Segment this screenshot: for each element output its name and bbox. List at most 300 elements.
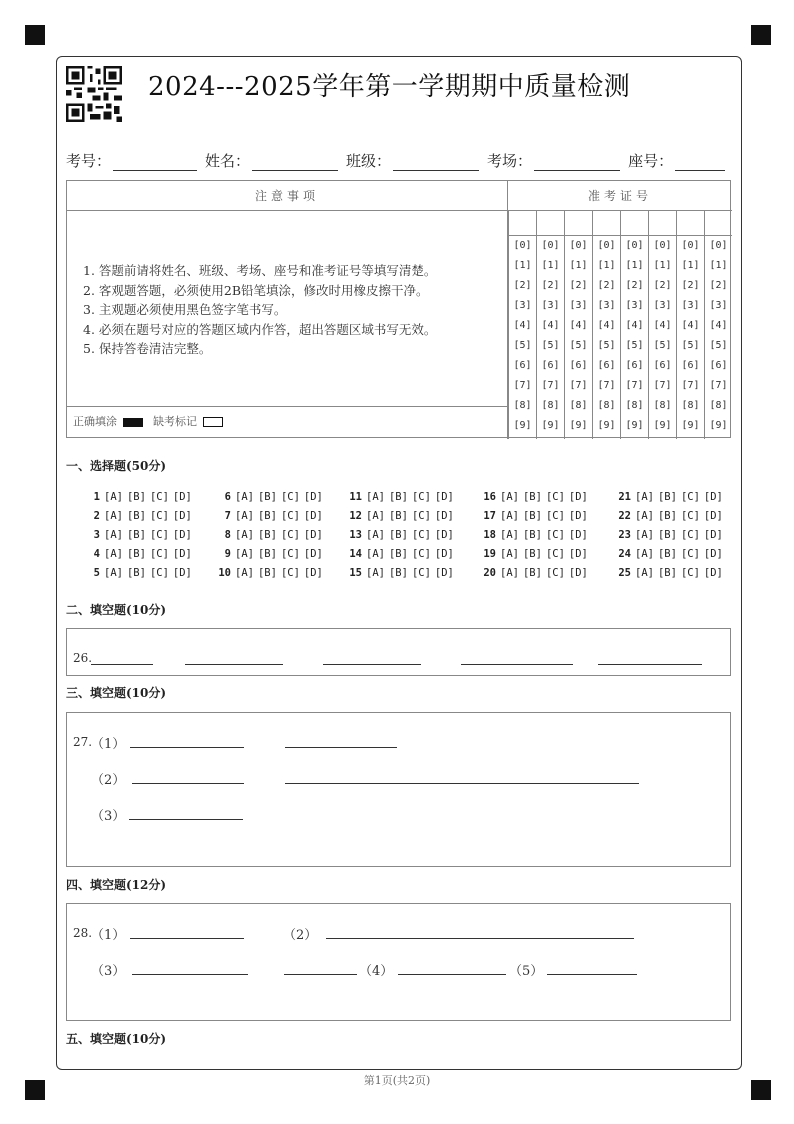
- q27-part-3-label: （3）: [91, 809, 126, 824]
- choice-bubble[interactable]: [D]: [303, 510, 323, 522]
- fill-legend: [67, 407, 508, 439]
- q27-number: 27.: [73, 735, 93, 749]
- exam-id-bubble[interactable]: [5]: [625, 340, 644, 351]
- choice-bubble[interactable]: [C]: [411, 510, 431, 522]
- choice-bubble[interactable]: [A]: [500, 510, 519, 522]
- exam-number-field[interactable]: [113, 154, 197, 171]
- exam-id-bubble[interactable]: [3]: [513, 300, 532, 311]
- exam-id-bubble[interactable]: [2]: [569, 280, 588, 291]
- choice-bubble[interactable]: [C]: [680, 491, 700, 503]
- exam-id-bubble[interactable]: [5]: [709, 340, 728, 351]
- exam-id-bubble[interactable]: [9]: [653, 420, 672, 431]
- notice-and-id-box: [66, 180, 731, 438]
- q28-3-blank-1[interactable]: [132, 974, 248, 975]
- choice-question-row: [215, 548, 327, 560]
- exam-id-digit-write-cell[interactable]: [565, 211, 592, 236]
- choice-question-number: 4: [93, 548, 100, 560]
- choice-bubble[interactable]: [D]: [303, 548, 323, 560]
- q26-answer-box: [66, 628, 731, 676]
- exam-id-bubble[interactable]: [4]: [681, 320, 700, 331]
- choice-bubble[interactable]: [D]: [434, 510, 454, 522]
- exam-id-bubble[interactable]: [7]: [513, 380, 532, 391]
- exam-id-bubble[interactable]: [7]: [681, 380, 700, 391]
- choice-bubble[interactable]: [C]: [411, 529, 431, 541]
- exam-id-bubble[interactable]: [1]: [681, 260, 700, 271]
- choice-bubble[interactable]: [B]: [657, 567, 677, 579]
- exam-id-bubble[interactable]: [1]: [625, 260, 644, 271]
- choice-bubble[interactable]: [C]: [280, 548, 300, 560]
- exam-id-bubble[interactable]: [9]: [597, 420, 616, 431]
- choice-question-row: [615, 567, 727, 579]
- exam-id-column: [620, 211, 648, 439]
- q27-2-blank-2[interactable]: [285, 783, 639, 784]
- class-label: 班级：: [346, 152, 392, 170]
- q28-1-blank[interactable]: [130, 938, 244, 939]
- choice-bubble[interactable]: [A]: [104, 567, 123, 579]
- exam-id-bubble[interactable]: [3]: [709, 300, 728, 311]
- choice-question-row: [480, 567, 592, 579]
- exam-id-bubble[interactable]: [7]: [569, 380, 588, 391]
- choice-bubble[interactable]: [B]: [126, 510, 146, 522]
- choice-question-number: 2: [93, 510, 100, 522]
- exam-id-bubble[interactable]: [6]: [569, 360, 588, 371]
- choice-bubble[interactable]: [D]: [303, 567, 323, 579]
- choice-bubble[interactable]: [C]: [280, 529, 300, 541]
- choice-bubble[interactable]: [D]: [303, 529, 323, 541]
- exam-id-bubble[interactable]: [7]: [653, 380, 672, 391]
- exam-id-bubble[interactable]: [2]: [709, 280, 728, 291]
- exam-id-bubble[interactable]: [5]: [681, 340, 700, 351]
- exam-id-digit-write-cell[interactable]: [705, 211, 732, 236]
- exam-id-bubble[interactable]: [3]: [653, 300, 672, 311]
- exam-id-bubble[interactable]: [0]: [709, 240, 728, 251]
- q28-number: 28.: [73, 926, 93, 940]
- exam-id-bubble[interactable]: [5]: [541, 340, 560, 351]
- choice-bubble[interactable]: [B]: [388, 548, 408, 560]
- exam-id-bubble[interactable]: [6]: [513, 360, 532, 371]
- choice-bubble[interactable]: [C]: [149, 491, 169, 503]
- absent-label: 缺考标记: [153, 415, 197, 428]
- choice-bubble[interactable]: [B]: [522, 510, 542, 522]
- q27-part-1-label: （1）: [91, 737, 126, 752]
- exam-id-bubble[interactable]: [6]: [597, 360, 616, 371]
- q27-3-blank-1[interactable]: [129, 819, 243, 820]
- exam-id-bubble[interactable]: [4]: [625, 320, 644, 331]
- choice-bubble[interactable]: [C]: [149, 529, 169, 541]
- choice-bubble[interactable]: [D]: [703, 510, 723, 522]
- choice-question-row: [215, 491, 327, 503]
- q28-3-blank-2[interactable]: [284, 974, 357, 975]
- choice-bubble[interactable]: [B]: [388, 529, 408, 541]
- choice-bubble[interactable]: [A]: [635, 529, 654, 541]
- q26-blank-3[interactable]: [323, 664, 421, 665]
- exam-id-bubble[interactable]: [4]: [541, 320, 560, 331]
- choice-bubble[interactable]: [C]: [280, 510, 300, 522]
- section-4-title: 四、填空题(12分): [66, 878, 167, 892]
- choice-bubble[interactable]: [B]: [257, 548, 277, 560]
- choice-bubble[interactable]: [D]: [568, 529, 588, 541]
- choice-bubble[interactable]: [D]: [172, 491, 192, 503]
- exam-id-bubble[interactable]: [1]: [709, 260, 728, 271]
- choice-bubble[interactable]: [A]: [366, 510, 385, 522]
- choice-bubble[interactable]: [C]: [411, 491, 431, 503]
- choice-bubble[interactable]: [D]: [703, 529, 723, 541]
- exam-id-bubble[interactable]: [9]: [569, 420, 588, 431]
- class-field[interactable]: [393, 154, 479, 171]
- choice-question-number: 22: [618, 510, 631, 522]
- choice-question-row: [346, 529, 458, 541]
- q28-part-5-label: （5）: [509, 964, 544, 979]
- choice-bubble[interactable]: [A]: [500, 548, 519, 560]
- choice-question-row: [346, 548, 458, 560]
- exam-id-column: [508, 211, 536, 439]
- choice-bubble[interactable]: [D]: [172, 567, 192, 579]
- choice-bubble[interactable]: [B]: [126, 491, 146, 503]
- choice-question-row: [615, 491, 727, 503]
- choice-bubble[interactable]: [A]: [635, 510, 654, 522]
- choice-bubble[interactable]: [A]: [366, 567, 385, 579]
- choice-bubble[interactable]: [B]: [388, 510, 408, 522]
- q26-blank-2[interactable]: [185, 664, 283, 665]
- exam-id-digit-write-cell[interactable]: [649, 211, 676, 236]
- choice-bubble[interactable]: [A]: [104, 510, 123, 522]
- choice-bubble[interactable]: [A]: [235, 491, 254, 503]
- notice-item: 5. 保持答卷清洁完整。: [83, 341, 212, 356]
- choice-bubble[interactable]: [D]: [434, 529, 454, 541]
- choice-bubble[interactable]: [B]: [657, 510, 677, 522]
- choice-bubble[interactable]: [B]: [657, 548, 677, 560]
- exam-id-bubble[interactable]: [0]: [513, 240, 532, 251]
- choice-bubble[interactable]: [C]: [545, 548, 565, 560]
- exam-id-bubble[interactable]: [5]: [597, 340, 616, 351]
- choice-question-number: 18: [483, 529, 496, 541]
- exam-id-column: [704, 211, 732, 439]
- choice-question-row: [84, 548, 196, 560]
- notice-item: 2. 客观题答题，必须使用2B铅笔填涂，修改时用橡皮擦干净。: [83, 282, 429, 298]
- choice-bubble[interactable]: [C]: [680, 548, 700, 560]
- exam-id-bubble[interactable]: [7]: [597, 380, 616, 391]
- choice-bubble[interactable]: [A]: [235, 548, 254, 560]
- choice-bubble[interactable]: [A]: [500, 567, 519, 579]
- q28-answer-box: [66, 903, 731, 1021]
- exam-id-bubble[interactable]: [8]: [513, 400, 532, 411]
- exam-id-bubble[interactable]: [4]: [709, 320, 728, 331]
- exam-id-bubble[interactable]: [6]: [625, 360, 644, 371]
- exam-id-bubble[interactable]: [1]: [597, 260, 616, 271]
- exam-id-bubble[interactable]: [4]: [597, 320, 616, 331]
- choice-bubble[interactable]: [B]: [522, 529, 542, 541]
- qr-code-icon: [66, 66, 122, 122]
- choice-bubble[interactable]: [A]: [104, 529, 123, 541]
- choice-bubble[interactable]: [B]: [522, 548, 542, 560]
- exam-id-bubble[interactable]: [8]: [541, 400, 560, 411]
- notice-item: 4. 必须在题号对应的答题区域内作答，超出答题区域书写无效。: [83, 321, 437, 337]
- exam-id-digit-write-cell[interactable]: [621, 211, 648, 236]
- q28-5-blank[interactable]: [547, 974, 637, 975]
- exam-id-bubble[interactable]: [1]: [653, 260, 672, 271]
- choice-question-row: [84, 491, 196, 503]
- name-label: 姓名：: [205, 152, 251, 170]
- choice-question-number: 1: [93, 491, 100, 503]
- choice-bubble[interactable]: [B]: [257, 529, 277, 541]
- choice-bubble[interactable]: [B]: [126, 529, 146, 541]
- choice-question-number: 10: [218, 567, 231, 579]
- exam-id-heading: 准考证号: [508, 181, 732, 211]
- exam-id-bubble[interactable]: [9]: [513, 420, 532, 431]
- choice-question-row: [480, 529, 592, 541]
- exam-id-bubble[interactable]: [5]: [513, 340, 532, 351]
- choice-question-number: 16: [483, 491, 496, 503]
- exam-id-bubble[interactable]: [3]: [541, 300, 560, 311]
- choice-bubble[interactable]: [C]: [545, 567, 565, 579]
- notice-item: 1. 答题前请将姓名、班级、考场、座号和准考证号等填写清楚。: [83, 263, 437, 278]
- corner-mark-top-right: [751, 25, 771, 45]
- exam-id-bubble[interactable]: [9]: [709, 420, 728, 431]
- choice-bubble[interactable]: [D]: [434, 491, 454, 503]
- choice-question-row: [480, 510, 592, 522]
- exam-id-bubble[interactable]: [8]: [597, 400, 616, 411]
- exam-id-bubble[interactable]: [1]: [569, 260, 588, 271]
- exam-id-bubble[interactable]: [2]: [513, 280, 532, 291]
- q26-blank-4[interactable]: [461, 664, 573, 665]
- exam-id-bubble[interactable]: [9]: [625, 420, 644, 431]
- choice-bubble[interactable]: [B]: [657, 491, 677, 503]
- exam-id-bubble[interactable]: [8]: [569, 400, 588, 411]
- choice-bubble[interactable]: [A]: [104, 548, 123, 560]
- notice-list: [83, 261, 436, 359]
- exam-id-bubble[interactable]: [7]: [709, 380, 728, 391]
- section-2-title: 二、填空题(10分): [66, 603, 167, 617]
- choice-question-number: 12: [349, 510, 362, 522]
- exam-id-bubble[interactable]: [2]: [625, 280, 644, 291]
- choice-question-number: 25: [618, 567, 631, 579]
- exam-id-bubble[interactable]: [9]: [541, 420, 560, 431]
- exam-room-label: 考场：: [487, 152, 533, 170]
- choice-bubble[interactable]: [A]: [635, 548, 654, 560]
- q28-4-blank[interactable]: [398, 974, 506, 975]
- choice-question-number: 5: [93, 567, 100, 579]
- exam-id-bubble[interactable]: [8]: [709, 400, 728, 411]
- q27-2-blank-1[interactable]: [132, 783, 244, 784]
- q28-part-2-label: （2）: [283, 928, 318, 943]
- choice-bubble[interactable]: [D]: [568, 567, 588, 579]
- page-title: 2024---2025学年第一学期期中质量检测: [148, 72, 631, 102]
- exam-id-digit-write-cell[interactable]: [537, 211, 564, 236]
- exam-id-column: [564, 211, 592, 439]
- choice-question-number: 11: [349, 491, 362, 503]
- exam-id-bubble[interactable]: [4]: [513, 320, 532, 331]
- choice-question-number: 19: [483, 548, 496, 560]
- choice-question-row: [615, 548, 727, 560]
- choice-bubble[interactable]: [B]: [522, 567, 542, 579]
- choice-bubble[interactable]: [B]: [257, 491, 277, 503]
- choice-question-number: 14: [349, 548, 362, 560]
- exam-id-bubble[interactable]: [3]: [681, 300, 700, 311]
- choice-bubble[interactable]: [D]: [568, 548, 588, 560]
- choice-bubble[interactable]: [A]: [104, 491, 123, 503]
- choice-bubble[interactable]: [D]: [434, 548, 454, 560]
- choice-bubble[interactable]: [A]: [366, 529, 385, 541]
- exam-id-bubble[interactable]: [7]: [625, 380, 644, 391]
- choice-bubble[interactable]: [D]: [703, 567, 723, 579]
- q26-blank-1[interactable]: [91, 664, 153, 665]
- choice-bubble[interactable]: [B]: [257, 510, 277, 522]
- exam-id-bubble[interactable]: [6]: [653, 360, 672, 371]
- exam-id-bubble[interactable]: [8]: [653, 400, 672, 411]
- q26-blank-5[interactable]: [598, 664, 702, 665]
- choice-question-number: 24: [618, 548, 631, 560]
- choice-bubble[interactable]: [B]: [388, 567, 408, 579]
- exam-id-bubble[interactable]: [9]: [681, 420, 700, 431]
- choice-question-row: [215, 567, 327, 579]
- choice-question-row: [84, 567, 196, 579]
- q27-answer-box: [66, 712, 731, 867]
- exam-id-bubble[interactable]: [0]: [653, 240, 672, 251]
- student-info-row: [66, 150, 732, 171]
- choice-bubble[interactable]: [C]: [545, 529, 565, 541]
- choice-bubble[interactable]: [C]: [411, 567, 431, 579]
- choice-bubble[interactable]: [A]: [635, 567, 654, 579]
- choice-question-row: [480, 491, 592, 503]
- choice-question-number: 9: [224, 548, 231, 560]
- choice-bubble[interactable]: [D]: [172, 510, 192, 522]
- q27-part-2-label: （2）: [91, 773, 126, 788]
- exam-id-bubble[interactable]: [5]: [569, 340, 588, 351]
- exam-id-bubble[interactable]: [2]: [653, 280, 672, 291]
- choice-bubble[interactable]: [D]: [172, 529, 192, 541]
- exam-id-bubble[interactable]: [5]: [653, 340, 672, 351]
- choice-bubble[interactable]: [C]: [149, 510, 169, 522]
- choice-bubble[interactable]: [A]: [235, 529, 254, 541]
- notice-heading: 注意事项: [67, 181, 508, 211]
- exam-id-grid: [508, 211, 732, 439]
- choice-question-number: 15: [349, 567, 362, 579]
- choice-question-row: [346, 567, 458, 579]
- choice-bubble[interactable]: [A]: [235, 567, 254, 579]
- exam-id-bubble[interactable]: [3]: [569, 300, 588, 311]
- exam-id-bubble[interactable]: [2]: [597, 280, 616, 291]
- choice-bubble[interactable]: [D]: [703, 548, 723, 560]
- choice-question-number: 6: [224, 491, 231, 503]
- choice-bubble[interactable]: [D]: [568, 491, 588, 503]
- exam-id-bubble[interactable]: [0]: [541, 240, 560, 251]
- exam-id-bubble[interactable]: [2]: [541, 280, 560, 291]
- choice-bubble[interactable]: [C]: [680, 529, 700, 541]
- exam-id-bubble[interactable]: [3]: [597, 300, 616, 311]
- choice-bubble[interactable]: [C]: [680, 510, 700, 522]
- choice-bubble[interactable]: [B]: [126, 548, 146, 560]
- choice-bubble[interactable]: [A]: [366, 548, 385, 560]
- choice-bubble[interactable]: [B]: [657, 529, 677, 541]
- choice-question-row: [346, 491, 458, 503]
- exam-id-column: [592, 211, 620, 439]
- choice-bubble[interactable]: [C]: [149, 567, 169, 579]
- exam-id-bubble[interactable]: [7]: [541, 380, 560, 391]
- choice-question-row: [615, 510, 727, 522]
- exam-id-bubble[interactable]: [1]: [513, 260, 532, 271]
- choice-bubble[interactable]: [A]: [500, 529, 519, 541]
- exam-room-field[interactable]: [534, 154, 620, 171]
- choice-bubble[interactable]: [C]: [280, 567, 300, 579]
- q28-part-4-label: （4）: [359, 964, 394, 979]
- choice-question-row: [480, 548, 592, 560]
- absent-mark-box[interactable]: [203, 417, 223, 427]
- choice-question-number: 21: [618, 491, 631, 503]
- q28-2-blank[interactable]: [326, 938, 634, 939]
- choice-bubble[interactable]: [D]: [703, 491, 723, 503]
- choice-bubble[interactable]: [C]: [680, 567, 700, 579]
- choice-bubble[interactable]: [B]: [522, 491, 542, 503]
- choice-bubble[interactable]: [D]: [172, 548, 192, 560]
- exam-id-column: [536, 211, 564, 439]
- q27-1-blank-2[interactable]: [285, 747, 397, 748]
- exam-id-bubble[interactable]: [2]: [681, 280, 700, 291]
- exam-number-label: 考号：: [66, 152, 112, 170]
- exam-id-column: [676, 211, 704, 439]
- choice-bubble[interactable]: [A]: [366, 491, 385, 503]
- choice-bubble[interactable]: [A]: [635, 491, 654, 503]
- exam-id-bubble[interactable]: [3]: [625, 300, 644, 311]
- exam-id-bubble[interactable]: [4]: [569, 320, 588, 331]
- choice-question-row: [346, 510, 458, 522]
- choice-bubble[interactable]: [A]: [500, 491, 519, 503]
- correct-fill-label: 正确填涂: [73, 415, 117, 428]
- choice-bubble[interactable]: [B]: [257, 567, 277, 579]
- choice-question-number: 23: [618, 529, 631, 541]
- choice-question-number: 13: [349, 529, 362, 541]
- choice-question-number: 17: [483, 510, 496, 522]
- choice-bubble[interactable]: [C]: [545, 510, 565, 522]
- q28-part-1-label: （1）: [91, 928, 126, 943]
- exam-id-bubble[interactable]: [1]: [541, 260, 560, 271]
- notice-item: 3. 主观题必须使用黑色签字笔书写。: [83, 302, 287, 317]
- choice-bubble[interactable]: [C]: [411, 548, 431, 560]
- exam-id-digit-write-cell[interactable]: [509, 211, 536, 236]
- choice-question-number: 3: [93, 529, 100, 541]
- choice-bubble[interactable]: [D]: [303, 491, 323, 503]
- exam-id-bubble[interactable]: [8]: [681, 400, 700, 411]
- exam-id-digit-write-cell[interactable]: [593, 211, 620, 236]
- exam-id-bubble[interactable]: [8]: [625, 400, 644, 411]
- choice-bubble[interactable]: [B]: [126, 567, 146, 579]
- choice-question-row: [215, 510, 327, 522]
- choice-bubble[interactable]: [D]: [434, 567, 454, 579]
- exam-id-digit-write-cell[interactable]: [677, 211, 704, 236]
- name-field[interactable]: [252, 154, 338, 171]
- section-1-title: 一、选择题(50分): [66, 459, 167, 473]
- exam-id-bubble[interactable]: [0]: [681, 240, 700, 251]
- exam-id-bubble[interactable]: [6]: [709, 360, 728, 371]
- exam-id-bubble[interactable]: [0]: [625, 240, 644, 251]
- choice-bubble[interactable]: [C]: [545, 491, 565, 503]
- choice-question-number: 20: [483, 567, 496, 579]
- choice-bubble[interactable]: [C]: [149, 548, 169, 560]
- q27-1-blank-1[interactable]: [130, 747, 244, 748]
- exam-id-bubble[interactable]: [0]: [597, 240, 616, 251]
- section-5-title: 五、填空题(10分): [66, 1032, 167, 1046]
- choice-bubble[interactable]: [C]: [280, 491, 300, 503]
- exam-id-column: [648, 211, 676, 439]
- exam-id-bubble[interactable]: [6]: [681, 360, 700, 371]
- exam-id-bubble[interactable]: [4]: [653, 320, 672, 331]
- exam-id-bubble[interactable]: [6]: [541, 360, 560, 371]
- choice-bubble[interactable]: [B]: [388, 491, 408, 503]
- q26-number: 26.: [73, 651, 93, 665]
- choice-bubble[interactable]: [D]: [568, 510, 588, 522]
- seat-field[interactable]: [675, 154, 725, 171]
- choice-bubble[interactable]: [A]: [235, 510, 254, 522]
- exam-id-bubble[interactable]: [0]: [569, 240, 588, 251]
